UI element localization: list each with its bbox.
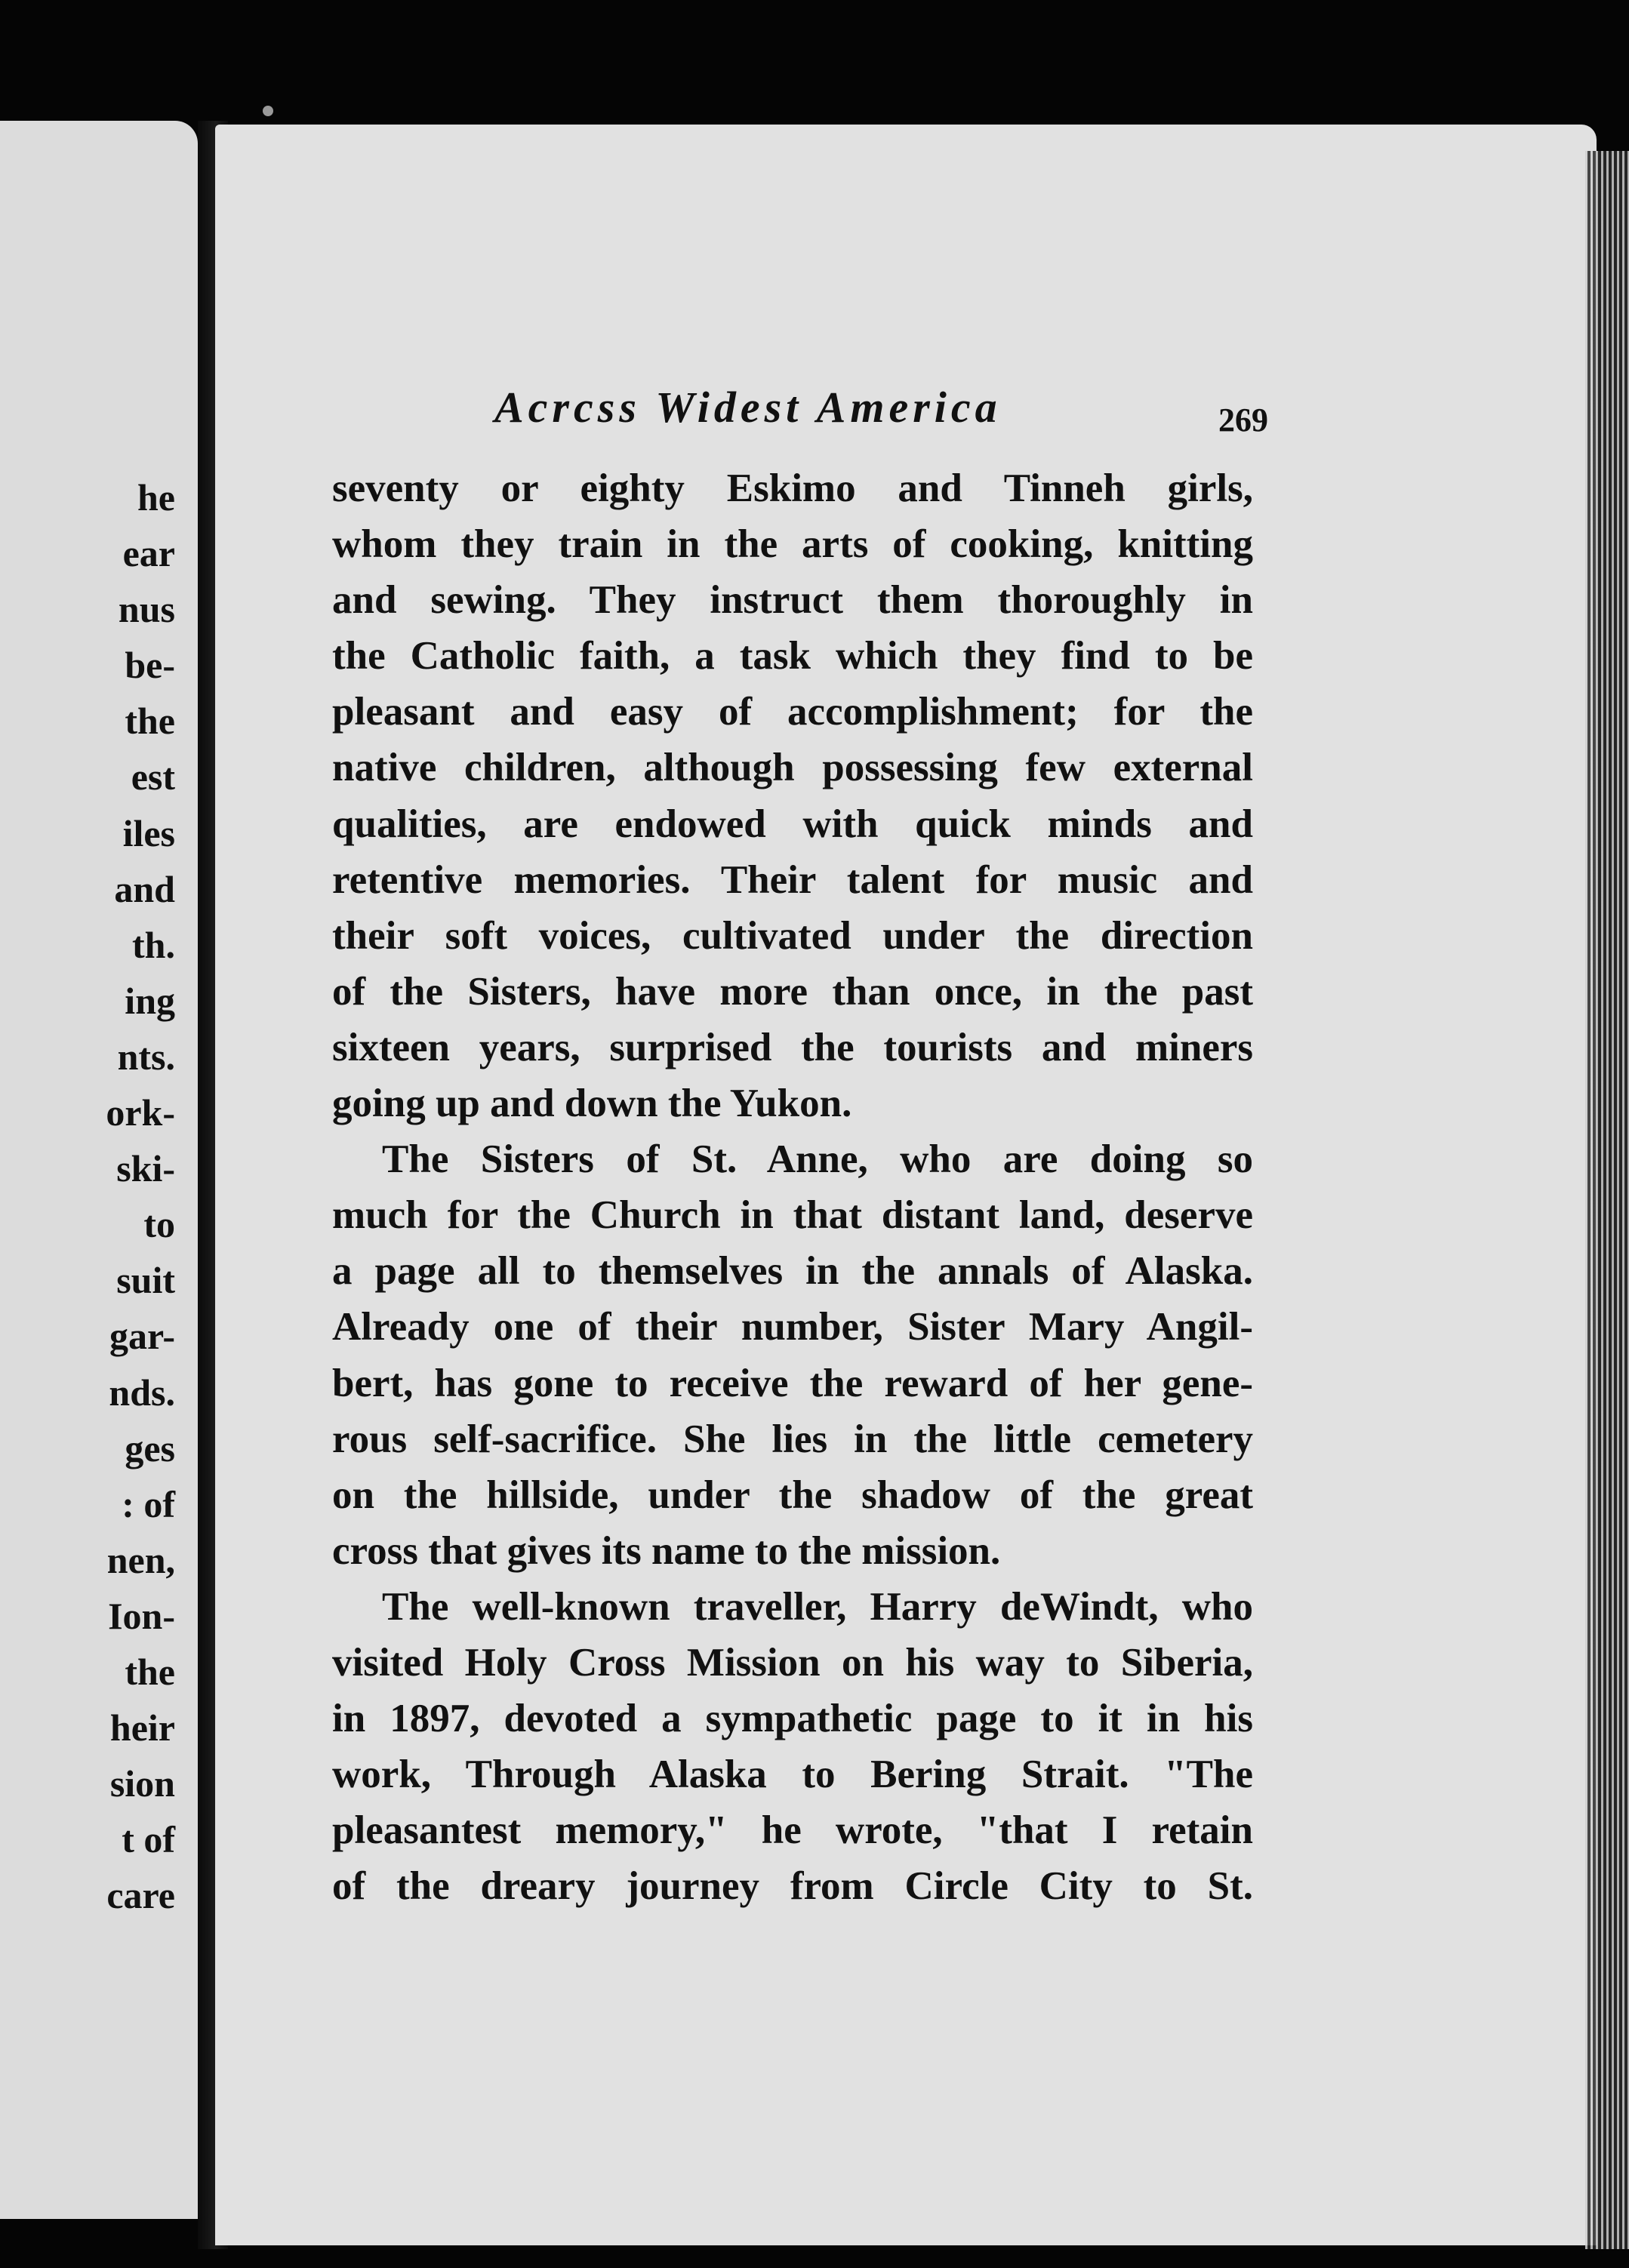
- text-line: going up and down the Yukon.: [332, 1082, 852, 1126]
- facing-line: nds.: [109, 1371, 175, 1414]
- facing-line: and: [114, 867, 175, 910]
- text-line: Already one of their number, Sister Mary Angil-: [332, 1305, 1253, 1349]
- facing-line: iles: [122, 811, 175, 854]
- text-line: work, Through Alaska to Bering Strait. "The: [332, 1753, 1253, 1797]
- facing-line: care: [106, 1874, 175, 1917]
- facing-line: ork-: [106, 1091, 175, 1134]
- text-line: of the Sisters, have more than once, in the past: [332, 969, 1253, 1014]
- text-line: rous self-sacrifice. She lies in the little cemetery: [332, 1417, 1253, 1461]
- facing-line: heir: [109, 1706, 175, 1749]
- facing-line: suit: [116, 1259, 175, 1302]
- facing-line: ski-: [116, 1147, 175, 1190]
- facing-line: nus: [118, 588, 175, 631]
- facing-line: nen,: [106, 1538, 175, 1581]
- text-line: in 1897, devoted a sympathetic page to it in his: [332, 1697, 1253, 1741]
- text-line: on the hillside, under the shadow of the great: [332, 1473, 1253, 1517]
- text-line: their soft voices, cultivated under the direction: [332, 913, 1253, 958]
- text-line: of the dreary journey from Circle City to St.: [332, 1864, 1253, 1909]
- facing-page-line-fragments: [106, 469, 175, 1923]
- text-line: the Catholic faith, a task which they find to be: [332, 634, 1253, 679]
- facing-line: Ion-: [108, 1594, 175, 1637]
- facing-line: ear: [122, 532, 175, 575]
- facing-line: be-: [125, 644, 175, 687]
- page-number: 269: [1218, 402, 1268, 439]
- text-line: native children, although possessing few external: [332, 746, 1253, 790]
- facing-line: nts.: [117, 1035, 175, 1078]
- page-edges: [1585, 151, 1629, 2249]
- facing-line: he: [137, 476, 175, 519]
- body-text: [332, 460, 1253, 1914]
- facing-line: : of: [122, 1482, 175, 1525]
- text-line: qualities, are endowed with quick minds and: [332, 802, 1253, 846]
- facing-page-left: [0, 121, 198, 2219]
- text-line: visited Holy Cross Mission on his way to Siberia,: [332, 1640, 1253, 1685]
- text-line: The Sisters of St. Anne, who are doing so: [382, 1137, 1253, 1182]
- facing-line: gar-: [109, 1315, 175, 1358]
- dust-speck: [263, 106, 273, 116]
- facing-line: ges: [125, 1426, 175, 1469]
- facing-line: t of: [122, 1818, 175, 1861]
- text-line: much for the Church in that distant land, deserve: [332, 1193, 1253, 1238]
- facing-line: th.: [132, 923, 175, 966]
- text-line: The well-known traveller, Harry deWindt, who: [382, 1584, 1253, 1629]
- text-line: pleasantest memory," he wrote, "that I retain: [332, 1808, 1253, 1853]
- running-head: Acrcss Widest America: [494, 383, 1002, 432]
- facing-line: the: [125, 1650, 175, 1693]
- facing-line: sion: [109, 1762, 175, 1805]
- facing-line: ing: [125, 979, 175, 1022]
- text-line: a page all to themselves in the annals of Alaska.: [332, 1249, 1253, 1294]
- text-line: cross that gives its name to the mission.: [332, 1528, 1001, 1573]
- text-line: seventy or eighty Eskimo and Tinneh girls,: [332, 466, 1253, 510]
- text-line: pleasant and easy of accomplishment; for the: [332, 690, 1253, 734]
- facing-line: the: [125, 700, 175, 743]
- text-line: sixteen years, surprised the tourists and miners: [332, 1025, 1253, 1069]
- text-line: bert, has gone to receive the reward of her gene-: [332, 1361, 1253, 1405]
- facing-line: to: [143, 1203, 175, 1246]
- text-line: retentive memories. Their talent for music and: [332, 857, 1253, 902]
- text-line: and sewing. They instruct them thoroughly in: [332, 578, 1253, 623]
- facing-line: est: [131, 755, 175, 799]
- text-line: whom they train in the arts of cooking, knitting: [332, 522, 1253, 567]
